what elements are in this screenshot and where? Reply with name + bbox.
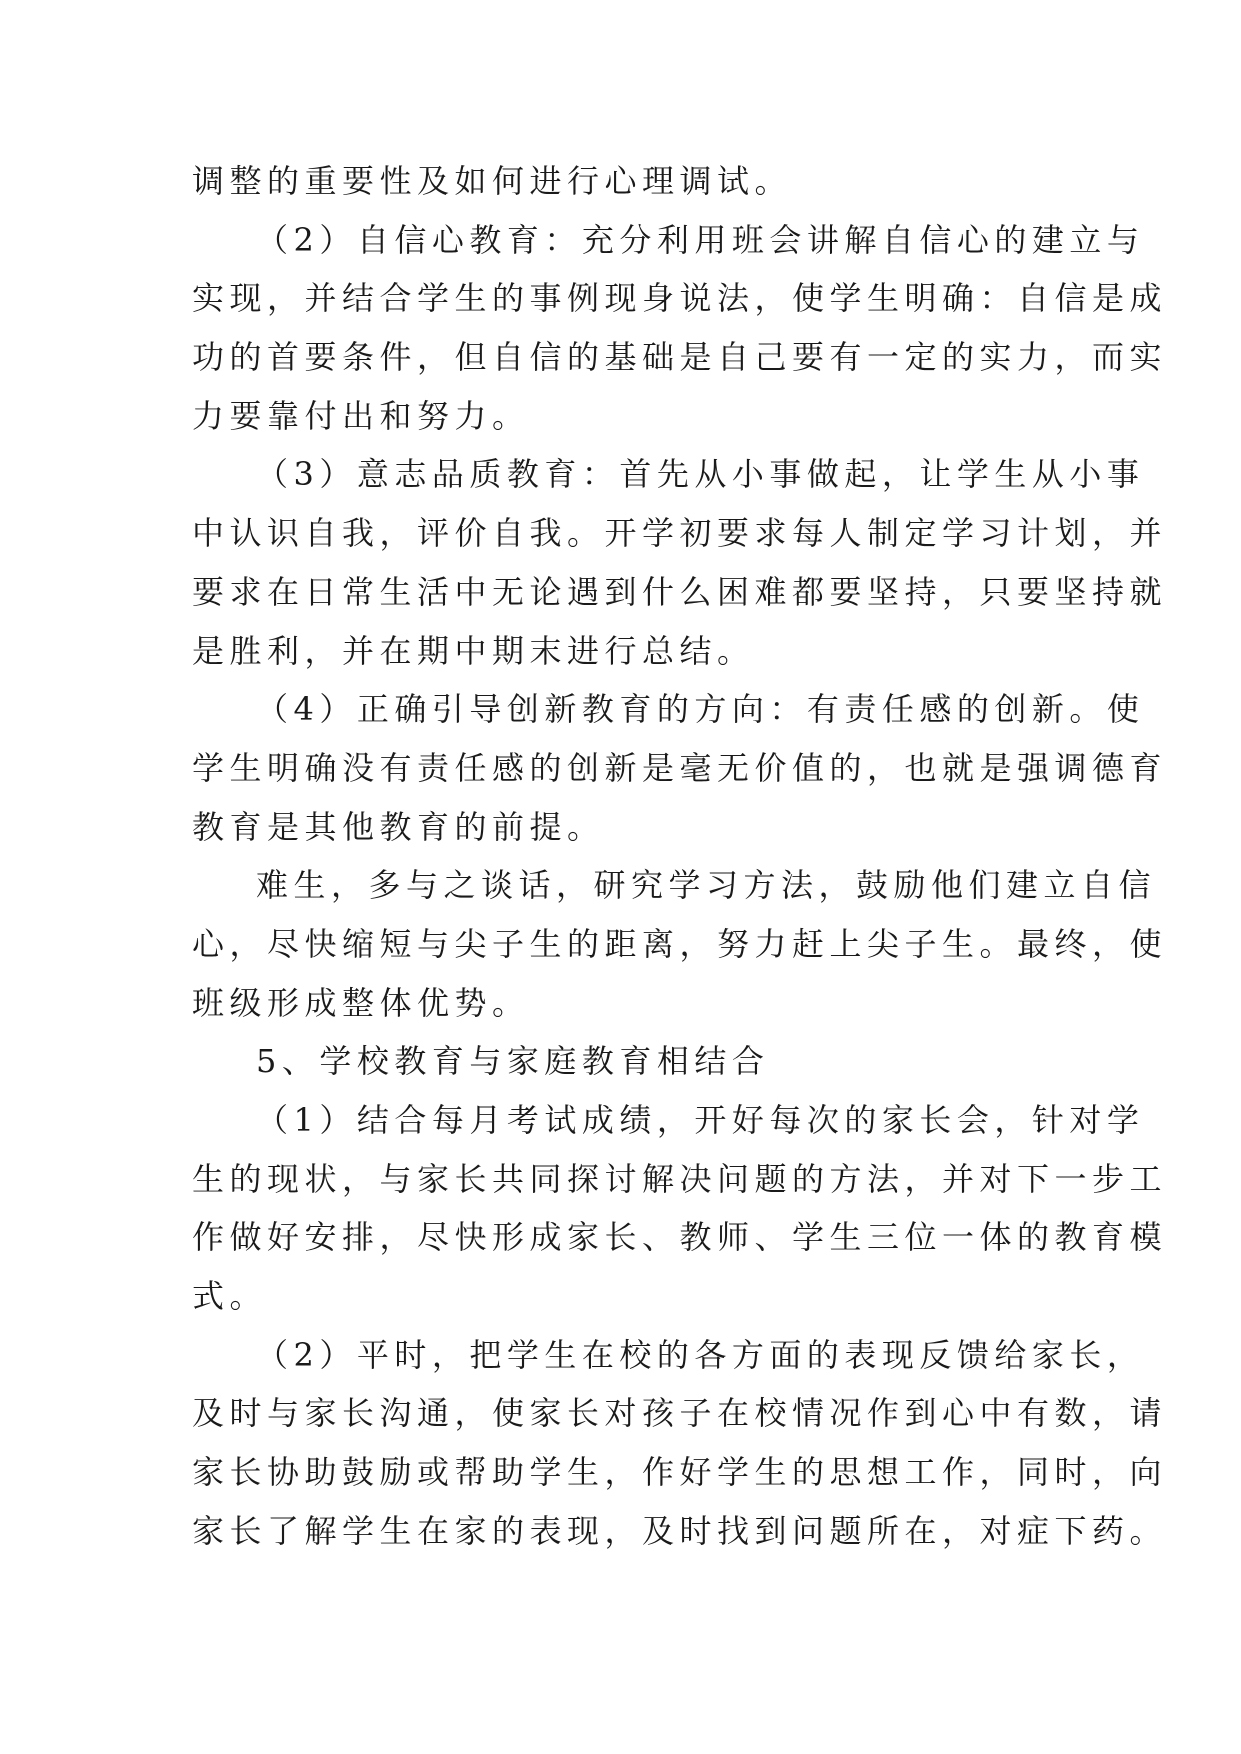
text-line: 式。 — [192, 1277, 268, 1316]
text-line: 班级形成整体优势。 — [192, 983, 530, 1022]
text-line: 及时与家长沟通，使家长对孩子在校情况作到心中有数，请 — [192, 1394, 1168, 1433]
text-line: 生的现状，与家长共同探讨解决问题的方法，并对下一步工 — [192, 1159, 1168, 1198]
text-line: （2）自信心教育：充分利用班会讲解自信心的建立与 — [256, 220, 1145, 259]
text-line: 家长了解学生在家的表现，及时找到问题所在，对症下药。 — [192, 1511, 1168, 1550]
text-line: （4）正确引导创新教育的方向：有责任感的创新。使 — [256, 690, 1145, 729]
text-line: 要求在日常生活中无论遇到什么困难都要坚持，只要坚持就 — [192, 572, 1168, 611]
section-heading: 5、学校教育与家庭教育相结合 — [256, 1042, 770, 1081]
text-line: 实现，并结合学生的事例现身说法，使学生明确：自信是成 — [192, 279, 1168, 318]
document-body — [192, 152, 1168, 1561]
text-line: 学生明确没有责任感的创新是毫无价值的，也就是强调德育 — [192, 748, 1168, 787]
text-line: （3）意志品质教育：首先从小事做起，让学生从小事 — [256, 455, 1145, 494]
text-line: 功的首要条件，但自信的基础是自己要有一定的实力，而实 — [192, 338, 1168, 377]
text-line: 是胜利，并在期中期末进行总结。 — [192, 631, 755, 670]
text-line: 中认识自我，评价自我。开学初要求每人制定学习计划，并 — [192, 514, 1168, 553]
text-line: （2）平时，把学生在校的各方面的表现反馈给家长， — [256, 1335, 1145, 1374]
text-line: （1）结合每月考试成绩，开好每次的家长会，针对学 — [256, 1101, 1145, 1139]
text-line: 调整的重要性及如何进行心理调试。 — [192, 162, 793, 200]
text-line: 心，尽快缩短与尖子生的距离，努力赶上尖子生。最终，使 — [192, 924, 1168, 963]
text-line: 作做好安排，尽快形成家长、教师、学生三位一体的教育模 — [192, 1218, 1168, 1257]
text-line: 力要靠付出和努力。 — [192, 396, 530, 435]
text-line: 家长协助鼓励或帮助学生，作好学生的思想工作，同时，向 — [192, 1453, 1168, 1492]
text-line: 教育是其他教育的前提。 — [192, 807, 605, 846]
text-line: 难生，多与之谈话，研究学习方法，鼓励他们建立自信 — [256, 866, 1157, 905]
